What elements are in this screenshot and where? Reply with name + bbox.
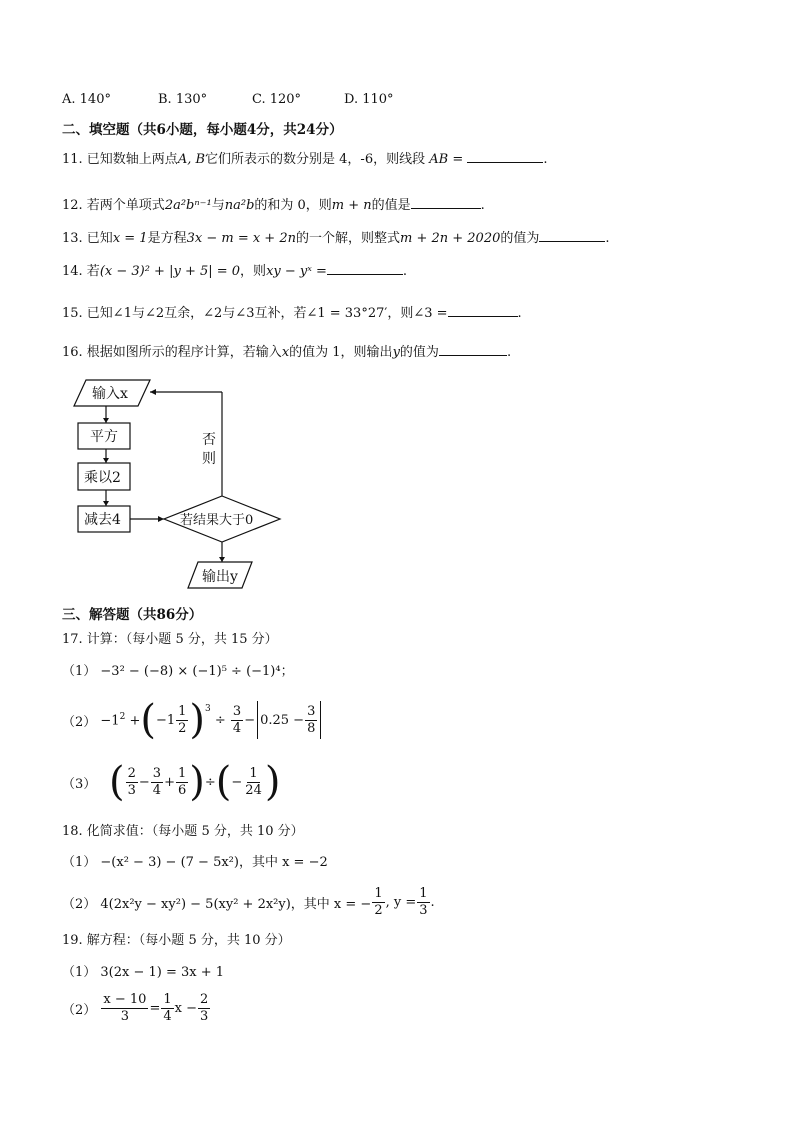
question-16: 16. 根据如图所示的程序计算，若输入x的值为 1，则输出y的值为 . <box>62 345 512 360</box>
question-18-part-2: （2） 4(2x²y − xy²) − 5(xy² + 2x²y)，其中 x = − $\frac{1}{2}$ , y = $\frac{1}{3}$ . <box>62 886 435 918</box>
flow-output-label: 输出y <box>202 569 238 585</box>
answer-blank[interactable] <box>448 304 518 317</box>
question-17-part-1: （1） −3² − (−8) × (−1)⁵ ÷ (−1)⁴； <box>62 664 294 679</box>
choice-a: A. 140° <box>62 92 111 107</box>
question-17-part-3: （3） ( $\frac{2}{3}$ − $\frac{3}{4}$ + $\frac{1}{6}$ ) ÷ ( − $\frac{1}{24}$ ) <box>62 759 281 805</box>
choice-b: B. 130° <box>158 92 208 107</box>
question-12: 12. 若两个单项式2a²bⁿ⁻¹与na²b的和为 0，则m + n的值是 . <box>62 198 485 213</box>
question-17-part-2: （2） $-1^2$ + ( −1 $\frac{1}{2}$ ) $^3$ ÷ $\frac{3}{4}$ − 0.25 − $\frac{3}{8}$ <box>62 700 323 740</box>
flow-subtract-label: 减去4 <box>84 512 121 528</box>
question-18-part-1: （1） −(x² − 3) − (7 − 5x²)，其中 x = −2 <box>62 855 328 870</box>
answer-blank[interactable] <box>439 343 507 356</box>
answer-blank[interactable] <box>327 262 403 275</box>
flow-no-label-2: 则 <box>202 451 216 467</box>
flow-condition-label: 若结果大于0 <box>180 513 254 528</box>
question-13: 13. 已知x = 1是方程3x − m = x + 2n的一个解，则整式m + 2n + 2020的值为 . <box>62 231 610 246</box>
flowchart <box>72 376 287 594</box>
flow-input-label: 输入x <box>92 386 128 402</box>
flow-no-label-1: 否 <box>202 432 216 448</box>
question-15: 15. 已知∠1与∠2互余，∠2与∠3互补，若∠1 = 33°27′，则∠3 = . <box>62 306 522 321</box>
flow-square-label: 平方 <box>90 429 118 445</box>
choice-c: C. 120° <box>252 92 302 107</box>
question-19-title: 19. 解方程：（每小题 5 分，共 10 分） <box>62 933 291 948</box>
question-17-title: 17. 计算：（每小题 5 分，共 15 分） <box>62 632 278 647</box>
section-2-title: 二、填空题（共6小题，每小题4分，共24分） <box>62 122 343 138</box>
flow-multiply-label: 乘以2 <box>84 470 121 486</box>
question-14: 14. 若(x − 3)² + |y + 5| = 0，则xy − yˣ = . <box>62 264 408 279</box>
answer-blank[interactable] <box>411 196 481 209</box>
question-11: 11. 已知数轴上两点A, B它们所表示的数分别是 4，-6，则线段 AB = . <box>62 152 548 167</box>
question-19-part-2: （2） $\frac{x - 10}{3}$ = $\frac{1}{4}$ x − $\frac{2}{3}$ <box>62 992 209 1024</box>
answer-blank[interactable] <box>467 150 543 163</box>
question-18-title: 18. 化简求值：（每小题 5 分，共 10 分） <box>62 824 304 839</box>
answer-blank[interactable] <box>539 229 605 242</box>
section-3-title: 三、解答题（共86分） <box>62 607 203 623</box>
choice-d: D. 110° <box>344 92 394 107</box>
question-19-part-1: （1） 3(2x − 1) = 3x + 1 <box>62 965 225 980</box>
